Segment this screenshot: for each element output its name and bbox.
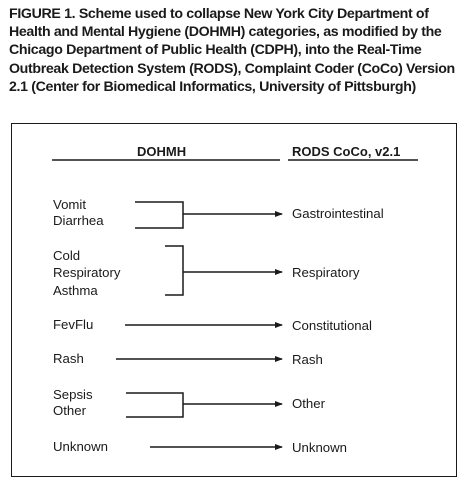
left-column-header: DOHMH — [137, 144, 187, 159]
target-label-respiratory: Respiratory — [292, 265, 360, 280]
figure-caption: FIGURE 1. Scheme used to collapse New York City Department of Health and Mental Hygiene (DOHMH) categories, as modified by the Chicago Department of Public Health (CDPH), into the Real-Time Outbreak Detection System (RODS), Complaint Coder (CoCo) Version 2.1 (Center for Biomedical Informatics, University of Pittsburgh) — [9, 6, 455, 95]
target-label-unknown: Unknown — [292, 440, 347, 455]
source-label-sepsis: Sepsis — [53, 387, 93, 402]
target-label-other: Other — [292, 396, 325, 411]
source-label-respiratory: Respiratory — [53, 265, 121, 280]
source-label-vomit: Vomit — [53, 197, 86, 212]
target-label-gastrointestinal: Gastrointestinal — [292, 206, 384, 221]
target-label-rash: Rash — [292, 352, 323, 367]
source-label-other: Other — [53, 403, 86, 418]
gastrointestinal-bracket — [135, 202, 183, 228]
source-label-fevflu: FevFlu — [53, 317, 94, 332]
other-bracket — [126, 393, 183, 417]
source-label-asthma: Asthma — [53, 283, 98, 298]
source-label-rash: Rash — [53, 351, 84, 366]
respiratory-bracket — [165, 246, 183, 295]
target-label-constitutional: Constitutional — [292, 318, 372, 333]
source-label-cold: Cold — [53, 248, 81, 263]
source-label-unknown: Unknown — [53, 439, 108, 454]
right-column-header: RODS CoCo, v2.1 — [292, 144, 401, 159]
source-label-diarrhea: Diarrhea — [53, 213, 104, 228]
